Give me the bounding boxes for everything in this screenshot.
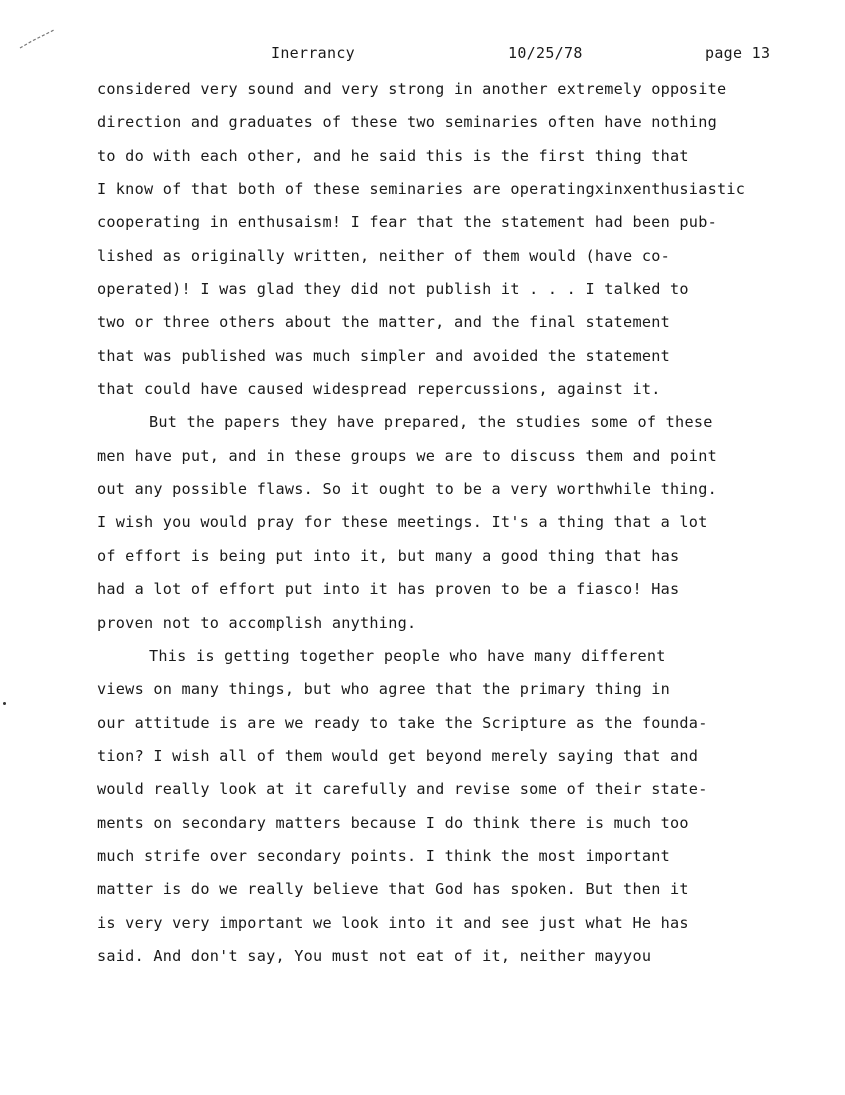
text-line: lished as originally written, neither of them would (have co- — [97, 246, 671, 265]
text-line: considered very sound and very strong in another extremely opposite — [97, 80, 727, 98]
document-date: 10/25/78 — [508, 44, 583, 62]
text-line: two or three others about the matter, and the final statement — [97, 313, 671, 332]
text-line: I wish you would pray for these meetings. It's a thing that a lot — [97, 513, 708, 532]
text-line: out any possible flaws. So it ought to be a very worthwhile thing. — [97, 480, 717, 499]
text-line: matter is do we really believe that God has spoken. But then it — [97, 880, 689, 899]
text-line: that could have caused widespread repercussions, against it. — [97, 380, 661, 399]
text-line: is very very important we look into it and see just what He has — [97, 913, 689, 932]
text-line: views on many things, but who agree that the primary thing in — [97, 680, 671, 699]
text-line: much strife over secondary points. I think the most important — [97, 846, 671, 865]
page-number: page 13 — [705, 44, 771, 62]
paragraph-start-line: But the papers they have prepared, the studies some of these — [149, 413, 713, 432]
text-line: of effort is being put into it, but many a good thing that has — [97, 546, 680, 565]
body-text — [97, 78, 817, 978]
document-title: Inerrancy — [271, 44, 355, 62]
page-header — [0, 44, 845, 66]
text-line: that was published was much simpler and avoided the statement — [97, 346, 671, 365]
text-line: I know of that both of these seminaries are operatingxinxenthusiastic — [97, 180, 746, 199]
text-line: proven not to accomplish anything. — [97, 613, 417, 632]
text-line: said. And don't say, You must not eat of it, neither mayyou — [97, 946, 652, 965]
text-line: to do with each other, and he said this is the first thing that — [97, 146, 689, 165]
text-line: our attitude is are we ready to take the Scripture as the founda- — [97, 713, 708, 732]
stray-mark — [3, 702, 6, 705]
text-line: ments on secondary matters because I do think there is much too — [97, 813, 689, 832]
text-line: operated)! I was glad they did not publish it . . . I talked to — [97, 280, 689, 299]
text-line: had a lot of effort put into it has proven to be a fiasco! Has — [97, 580, 680, 599]
text-line: direction and graduates of these two seminaries often have nothing — [97, 113, 717, 132]
text-line: men have put, and in these groups we are to discuss them and point — [97, 446, 717, 465]
text-line: tion? I wish all of them would get beyond merely saying that and — [97, 746, 699, 765]
text-line: would really look at it carefully and revise some of their state- — [97, 780, 708, 799]
text-line: cooperating in enthusaism! I fear that the statement had been pub- — [97, 213, 717, 232]
paragraph-start-line: This is getting together people who have many different — [149, 646, 666, 665]
